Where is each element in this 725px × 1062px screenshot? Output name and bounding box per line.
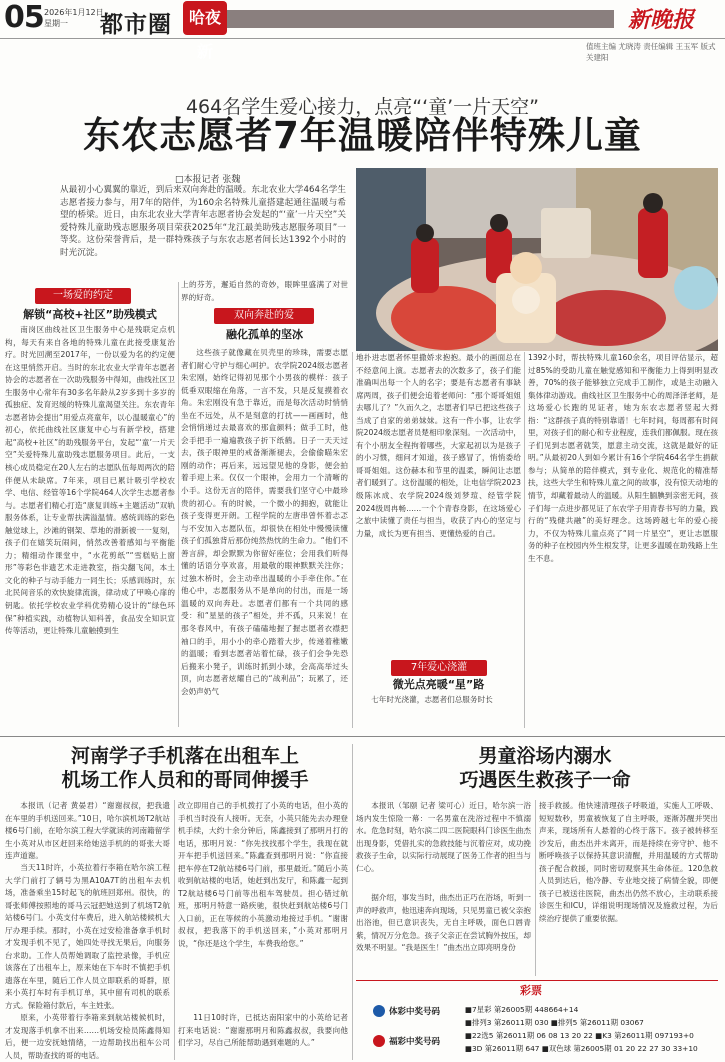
lead-paragraph: 从最初小心翼翼的靠近，到后来双向奔赴的温暖。东北农业大学464名学生志愿者接力参与，用7年的陪伴，为160余名特殊儿童搭建起通往温暖与希望的桥梁。近日，由东北农业大学青年志愿者协会发起的“‘童’一片天空”关爱特殊儿童助残志愿服务项目荣获2025年“龙江最美助残志愿服务项目”一等奖。这份荣誉背后，是一群特殊孩子与东农志愿者间长达1392个小时的时光沉淀。 — [60, 185, 346, 258]
issue-date — [44, 7, 104, 29]
column-divider — [352, 352, 353, 728]
column-2-body: 这些孩子就像藏在贝壳里的珍珠，需要志愿者们耐心守护与细心呵护。农学院2024级志愿者朱宏刚，始终记得初见那个小男孩的模样：孩子低垂双眼缩在角落，一言不发，只是反复摸着衣角。朱宏刚没有急于靠近，而是每次活动时悄悄坐在不远处，从不是刻意的打扰——画画时，他会悄悄递过去最喜欢的那盒颜料；做手工时，他会手把手一遍遍教孩子折下纸鹤。日子一天天过去，孩子眼神里的戒备渐渐褪去，会偷偷瞄朱宏刚的动作；再后来，远远望见他的身影，便会拍着手迎上来。仅仅一个眼神，会用力一个清晰的小手。这份无言的陪伴，需要我们坚守心中最珍贵的初心。有的时候，一个微小的拥抱，就能让孩子变得更开朗。工程学院的左唐串曾怀着忐忑与不安加入志愿队伍，却很快在相处中慢慢读懂孩子们孤独背后那份纯然热忱的生命力。“他们不善言辞，却会默默为你留好座位；会用我们听得懂的话语分享欢喜，用最敬的眼神默默关注你；过独木桥时，会主动牵出温暖的小手牵住你。”在他心中，志愿服务从不是单向的付出，而是一场温暖的双向奔赴。志愿者们都有一个共同的感受：和“星星的孩子”相处，并不孤，只来说！在那冬春风中，有孩子磕磕地握了握志愿者衣襟把袖口的手，用小小的牵心踏着大步，传递着稚嫩的温暖；看到志愿者站着忙碌，孩子们会争先恐后搬来小凳子，训练时抓到小球，会高高举过头顶，向志愿者炫耀自己的“战利品”；玩累了，还会奶声奶气 — [181, 348, 348, 696]
sports-lottery-label: 体彩中奖号码 — [389, 1007, 441, 1017]
story2-headline — [20, 744, 350, 792]
lottery-results — [465, 1003, 698, 1055]
story2-title-line1: 河南学子手机落在出租车上 — [70, 745, 299, 767]
main-headline: 东农志愿者7年温暖陪伴特殊儿童 — [83, 114, 642, 157]
column-3-tail: 七年时光浇灌，志愿者们总服务时长 — [371, 695, 493, 704]
story3-body-left: 据介绍，事发当时，曲杰出正巧在浴场，听到一声的呼救声，他迅速奔向现场，只见男童已被父亲抱出浴池，但已意识丧失，无自主呼吸，面色口唇青紫，情况万分危急。孩子父亲正在尝试胸外按压，却效果不明显。“我是医生！”曲杰出立即亮明身份 — [356, 893, 531, 953]
story2-body-right-more: 11日10时许，已抵达南阳家中的小英给记者打来电话说：“谢谢那明月和陈鑫叔叔，我要向他们学习，尽自己所能帮助遇到难题的人。” — [178, 1013, 348, 1048]
column-4-body: 1392小时，帮扶特殊儿童160余名，项目评估显示，超过85%的受助儿童在触觉感知和平衡能力上得到明显改善，70%的孩子能够独立完成手工制作，或是主动融入集体律动游戏。曲线社区卫生服务中心的周泽泽老师，是这场爱心长跑的见证者，她为东农志愿者竖起大拇指：“这群孩子真的特别靠谱！七年时间，每周都有时间里，对孩子们的耐心和专业程度，连我们都佩服。现在孩子们见到志愿者就笑，愿意主动交流，这就是最好的证明。”从最初20人到如今累计有16个学院464名学生捐献参与；从简单的陪伴模式，到专业化、规范化的精准帮扶，这些大学生和特殊儿童之间的故事，没有惊天动地的情节，却藏着最动人的温暖。从阳生腼腆到亲密无间，孩子们每一点进步都见证了东农学子用青春书写的力量，践行的“残健共融”的美好理念。这场跨越七年的爱心接力，不仅为特殊儿童点亮了“同一片星空”，更让志愿服务的种子在校园内外生根发芽，让更多温暖在助残路上生生不息。 — [528, 353, 718, 563]
story2-body-right: 改立即用自己的手机拨打了小英的电话，但小英的手机当时没有人接听。无奈，小英只能先去办理登机手续，大约十余分钟后，陈鑫接到了那明月打的电话，那明月说：“你先找找那个学生，我现在就开车把手机送回来。”陈鑫查到那明月说：“你直接把车停在T2航站楼6号门前，那里最近。”随后小英收到航站楼的电话，她赶到出发厅，和陈鑫一起到T2航站楼6号门前等出租车驾驶员。担心错过航班，那明月特意一路疾驰，很快赶到航站楼6号门入口前，正在等候的小英激动地接过手机。“谢谢叔叔，把我落下的手机送回来，”小英对那明月说，“你还是这个学生，车费我给您。” — [178, 801, 348, 949]
story2-body-left-more: 原来，小英带着行李箱来到航站楼候机时，才发现落手机拿不出来……机场安检员陈鑫得知后，便一边安抚她情绪，一边帮助找出租车公司人员，帮助查找的哥的电话。 — [5, 1013, 170, 1060]
welfare-lottery-label-group — [373, 1035, 440, 1047]
story3-lead: 本报讯（邹颐 记者 梁可心）近日，哈尔滨一浴场内发生惊险一幕：一名男童在洗浴过程中不慎溺水。危急时刻，哈尔滨二四二医院眼科门诊医生曲杰出现身影，凭借扎实的急救技能与沉着应对，成功挽救孩子生命，以实际行动展现了医务工作者的担当与仁心。 — [356, 801, 531, 873]
section1-title: 解锁“高校+社区”助残模式 — [23, 308, 157, 321]
story3-headline — [380, 744, 710, 792]
photo-illustration — [356, 168, 718, 351]
lottery-row: ■22选5 第26011期 06 08 13 20 22 ■K3 第26011期 097193+0 — [465, 1031, 694, 1040]
column-2-top: 上的芬芳，邂逅自然的奇妙，眼眸里盛满了对世界的好奇。 — [181, 280, 348, 302]
section3-title: 微光点亮暖“星”路 — [392, 678, 485, 691]
section-name: 都市圈 — [100, 12, 172, 38]
main-byline: □本报记者 张魏 — [175, 175, 241, 185]
story3-title-line1: 男童浴场内溺水 — [478, 745, 612, 767]
column-divider — [174, 800, 175, 1060]
header-rule — [0, 38, 725, 39]
lottery-row: ■7星彩 第26005期 448664+14 — [465, 1005, 579, 1014]
date-text: 2026年1月12日 — [44, 8, 104, 17]
column-divider — [524, 352, 525, 728]
main-kicker: 464名学生爱心接力，点亮“‘童’一片天空” — [185, 96, 540, 118]
weekday-text: 星期一 — [44, 19, 68, 28]
page-number: 05 — [4, 0, 44, 35]
masthead-logo: 新晚报 — [628, 7, 695, 33]
lottery-row: ■排列3 第26011期 030 ■排列5 第26011期 03067 — [465, 1018, 644, 1027]
sports-lottery-logo-icon — [373, 1005, 385, 1017]
welfare-lottery-label: 福彩中奖号码 — [389, 1037, 441, 1047]
lottery-row: ■3D 第26011期 647 ■双色球 第26005期 01 20 22 27 30 33+10 — [465, 1044, 698, 1053]
welfare-lottery-logo-icon — [373, 1035, 385, 1047]
editor-credits: 值班主编 尤晓涛 责任编辑 王玉军 版式 关建阳 — [586, 42, 716, 62]
story-photo — [356, 168, 718, 351]
section2-title: 融化孤单的坚冰 — [226, 328, 303, 341]
story2-body-left: 当天11时许，小英拉着行李箱在哈尔滨工程大学门前打了辆号为黑A10A7T的出租车去机场，准备乘坐15时起飞的航班回郑州。很快，的哥张师傅按照地的哥马云冠把她送到了机场T2航站楼6号门。小英支付车费后，进入航站楼候机大厅办理手续。那时，小英在过安检准备拿手机时才发现手机不见了，她四处寻找无果后，向服务台求助。工作人员帮她调取了监控录像，手机应该落在了出租车上，原来她在下车时不慎把手机遗落在车里，随后工作人员立即联系的哥群，原来小英打车时有手机订单，其中留有司机的联系方式。保险箱付款后，车主姓张。 — [5, 863, 170, 1011]
story2-lead: 本报讯（记者 黄晏君）“谢谢叔叔，把我遗在车里的手机送回来。”10日，哈尔滨机场T2航站楼6号门前，在哈尔滨工程大学就读的河南籍留学生小英对从市区赶回来给她送手机的的哥张大哥连声道谢。 — [5, 801, 170, 860]
story3-title-line2: 巧遇医生救孩子一命 — [459, 769, 631, 791]
lottery-rule — [356, 980, 718, 981]
story-divider — [352, 744, 353, 1060]
header-band — [194, 10, 614, 28]
column-3-body: 地扑进志愿者怀里撒娇求抱抱。最小的画面总在不经意间上演。志愿者去的次数多了，孩子们能准确叫出每一个人的名字；要是有志愿者有事缺席两周，孩子们便会追着老师问：“那个哥哥姐姐去哪儿了？”久而久之，志愿者们早已把这些孩子当成了自家的弟弟妹妹。这有一件小事，让农学院2024级志愿者员楚相印象深刻。一次活动中，有个小朋友全程拘着哪些，大家起初以为是孩子的小习惯，细问才知道，孩子感冒了，悄悄委给哥哥姐姐。这份赫本和节里的温柔，瞬间让志愿者们暖到了。这份温暖的相处，让电信学院2023级陈冰成、农学院2024级刘梦瑄、经管学院2024级周冉畅……一个个青春身影，在这场爱心之旅中读懂了责任与担当，收获了内心的坚定与力量，成长为更有担当、更懂热爱的自己。 — [356, 353, 521, 538]
sports-lottery-label-group — [373, 1005, 440, 1017]
story3-body-right: 接手救援。他快速清理孩子呼吸道，实施人工呼吸、短短数秒，男童被恢复了自主呼吸，逐渐苏醒并哭出声来，现场所有人悬着的心终于落下。孩子被转移至沙发后，曲杰出并未离开，而是持续在旁守护、他不断呼唤孩子以保持其意识清醒，并用温暖的方式帮助孩子配合救援，同时密切观察其生命体征。120急救人员到达后，他冷静、专业地交接了病情全貌，即便孩子已被送往医院，曲杰出仍然不放心，主动联系接诊医生和ICU，详细说明现场情况及施救过程，为后续治疗提供了重要依据。 — [539, 801, 718, 923]
lottery-title: 彩票 — [520, 984, 542, 997]
section1-tag: 一场爱的约定 — [35, 288, 131, 304]
section-rule — [0, 736, 725, 737]
column-divider — [535, 800, 536, 976]
column-divider — [178, 282, 179, 727]
section3-tag: 7年爱心浇灌 — [391, 660, 487, 676]
column-1-body: 南岗区曲线社区卫生服务中心是残联定点机构，每天有来自各地的特殊儿童在此接受康复治疗。时光回溯至2017年，一份以爱为名的约定便在这里悄然开启。当时的东北农业大学青年志愿者协会的志愿者在一次助残服务中得知，曲线社区卫生服务中心常年有30多名年龄从2岁多到十多岁的孤独症、发育迟缓的特殊儿童渴望关注。东农青年志愿者协会提出“用爱点亮童年，以心温暖童心”的初心，依托曲线社区康复中心与有新学校，搭建起“高校+社区”的助残服务平台，发起“‘童’一片天空”关爱特殊儿童助残志愿服务项目。此后，一支核心成员稳定在20人左右的志愿队伍每周两次的陪伴便从未缺席。7年来，项目已累计吸引学校农学、电信、经管等16个学院464人次学生志愿者参与。志愿者们精心打造“康复训练+主题活动”双轨服务体系，让专业帮扶满溢温情。感统训练的彩色触觉球上，沙滩的钢架、草地的滑新被一一复刻，孩子们在嬉笑玩闹间，悄然改善着感知与平衡能力；精细动作课堂中，“水花剪纸”“雪糕贴上窗形”等彩色非遗艺术走进教室，指尖翻飞间，本土文化的种子与动手能力一同生长；乐感训练时，东北民间音乐的欢快旋律流淌，律动成了甲唤心扉的钥匙。依托学校农业学科优势精心设计的“绿色环保”种植实践，动植物认知科普，食品安全知识宣传等活动，更让特殊儿童触摸到生 — [5, 325, 175, 636]
story2-title-line2: 机场工作人员和的哥同伸援手 — [61, 769, 309, 791]
section2-tag: 双向奔赴的爱 — [214, 308, 314, 324]
section-badge: 哈夜新 — [183, 1, 227, 35]
